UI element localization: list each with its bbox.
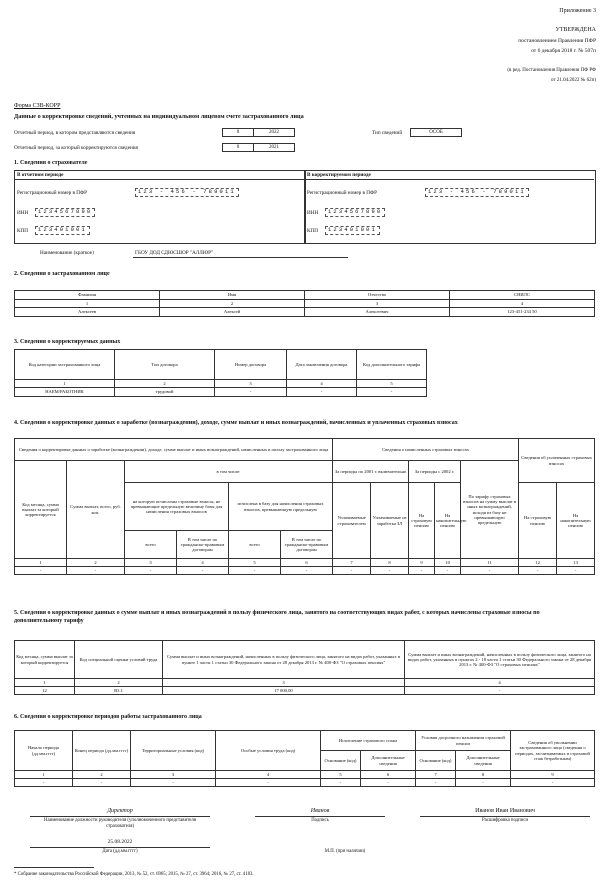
insurer-current-head: В отчетном периоде <box>17 172 64 178</box>
col-num: 4 <box>287 380 357 388</box>
head-ins2: На страховую пенсию <box>409 483 435 559</box>
head-incl: в том числе: <box>125 461 333 483</box>
col-num: 1 <box>15 380 115 388</box>
cell: - <box>333 567 371 575</box>
cell: - <box>15 779 73 787</box>
corrected-data-table <box>14 349 427 397</box>
footnote: * Собрание законодательства Российской Федерации, 2013, № 52, ст. 6965; 2015, № 27, ст. 3964; 2016, № 27, ст. 4183. <box>14 872 254 877</box>
patronymic: Алексеевич <box>305 308 450 317</box>
col-num: 4 <box>216 771 321 779</box>
col-head: Фамилия <box>15 291 160 300</box>
col-num: 1 <box>15 300 160 308</box>
contract-number: - <box>215 388 287 397</box>
head-terr: Территориальные условия (код) <box>131 731 216 771</box>
decree-label: постановлением Правления ПФР <box>518 38 596 44</box>
reg-label-left: Регистрационный номер в ПФР <box>17 190 88 196</box>
col-num: 3 <box>305 300 450 308</box>
col-num: 3 <box>131 771 216 779</box>
insured-person-table <box>14 290 595 317</box>
col-num: 8 <box>371 559 409 567</box>
head-end: Конец периода (дд.мм.гггг) <box>73 731 131 771</box>
cell: - <box>67 567 125 575</box>
col-head: Отчество <box>305 291 450 300</box>
period-year: 2022 <box>254 128 295 137</box>
inn-label-left: ИНН <box>17 210 29 216</box>
kpp-right: 123401001 <box>325 226 380 235</box>
col-num: 2 <box>160 300 305 308</box>
reg-label-right: Регистрационный номер в ПФР <box>307 190 378 196</box>
section-6-title: 6. Сведения о корректировке периодов работы застрахованного лица <box>14 714 202 720</box>
signer-fullname-label: Расшифровка подписи <box>481 818 529 823</box>
col-num: 2 <box>115 380 215 388</box>
inn-left: 1234567890 <box>35 208 95 217</box>
head-gpd: В том числе по гражданско-правовым договорам <box>281 531 333 559</box>
form-title: Данные о корректировке сведений, учтенных на индивидуальном лицевом счете застрахованного лица <box>14 113 304 120</box>
col-num: 12 <box>519 559 557 567</box>
head-gpd: В том числе по гражданско-правовым договорам <box>177 531 229 559</box>
col-num: 8 <box>456 771 511 779</box>
work-periods-table <box>14 730 595 787</box>
corr-period-code: 0 <box>222 143 254 152</box>
col-num: 1 <box>15 771 73 779</box>
col-num: 2 <box>67 559 125 567</box>
insured-category: НАЕМ/РАБОТНИК <box>15 388 115 397</box>
head-ins: Уплачиваемые страхователем <box>333 483 371 559</box>
col-num: 11 <box>461 559 519 567</box>
cell: - <box>321 779 361 787</box>
col-head: Сумма выплат и иных вознаграждений, начисленных в пользу физического лица, занятого на видах работ, указанных в пункте 1 части 1 статьи 30 Федерального закона от 28 декабря 2013 г. № 400-ФЗ "О страховых пенсиях" <box>163 641 405 679</box>
cell: - <box>177 567 229 575</box>
stamp-label: М.П. (при наличии) <box>324 849 366 854</box>
col-num: 13 <box>557 559 595 567</box>
edition-line-1: (в ред. Постановления Правления ПФ РФ <box>507 68 596 73</box>
head-early: Условия досрочного назначения страховой пенсии <box>416 731 511 751</box>
decree-date: от 6 декабря 2018 г. № 507п <box>531 48 596 54</box>
section-2-title: 2. Сведения о застрахованном лице <box>14 271 110 277</box>
cell: - <box>216 779 321 787</box>
head-all: всего <box>125 531 177 559</box>
col-num: 5 <box>321 771 361 779</box>
contract-type: трудовой <box>115 388 215 397</box>
corr-period-label: Отчетный период, за который корректируются сведения <box>14 145 138 151</box>
kpp-label-right: КПП <box>307 228 318 234</box>
head-ins3: На страховую пенсию <box>519 483 557 559</box>
col-num: 6 <box>281 559 333 567</box>
col-num: 1 <box>15 559 67 567</box>
kpp-label-left: КПП <box>17 228 28 234</box>
corr-period-year: 2021 <box>254 143 295 152</box>
col-num: 5 <box>229 559 281 567</box>
col-num: 3 <box>125 559 177 567</box>
earnings-table <box>14 438 595 575</box>
cell: - <box>125 567 177 575</box>
extra-tariff-table <box>14 640 595 695</box>
signature: Иванов <box>310 808 330 814</box>
col-num: 2 <box>73 771 131 779</box>
head-base: Основание (код) <box>416 751 456 771</box>
head-all: всего <box>229 531 281 559</box>
signature-label: Подпись <box>311 818 329 823</box>
head-main: Сведения о корректировке данных о заработке (вознаграждении), доходе, сумме выплат и иных вознаграждений, начисленных в пользу застрахованного лица <box>15 439 333 461</box>
signer-position-label: Наименование должности руководителя (уполномоченного представителя страхователя) <box>44 818 196 829</box>
col-num: 4 <box>450 300 595 308</box>
head-total: Сумма выплат, всего, руб. коп. <box>67 461 125 559</box>
payments-point-1: 17 000,00 <box>163 687 405 695</box>
cell: - <box>281 567 333 575</box>
reg-number-left: 123 - 456 - 789011 <box>135 188 239 197</box>
form-name: Форма СЗВ-КОРР <box>14 103 61 109</box>
col-num: 9 <box>511 771 595 779</box>
col-num: 6 <box>361 771 416 779</box>
kpp-left: 123401001 <box>35 226 90 235</box>
col-num: 7 <box>416 771 456 779</box>
head-spec: Особые условия труда (код) <box>216 731 321 771</box>
insurer-corrected-head: В корректируемом периоде <box>307 172 371 178</box>
first-name: Алексей <box>160 308 305 317</box>
head-over: исчислена в базу для начисления страховых взносов, превышающую предельную <box>229 483 333 531</box>
cell: - <box>409 567 435 575</box>
period-label: Отчетный период, в котором представляются сведения <box>14 130 136 136</box>
col-head: Дата заключения договора <box>287 350 357 380</box>
col-head: Номер договора <box>215 350 287 380</box>
type-label: Тип сведений <box>372 130 403 136</box>
approved-label: УТВЕРЖДЕНА <box>555 27 596 33</box>
head-month: Код месяца, сумма выплат за который корректируется <box>15 461 67 559</box>
snils: 123-451-234 50 <box>450 308 595 317</box>
cell: - <box>361 779 416 787</box>
section-1-title: 1. Сведения о страхователе <box>14 160 88 166</box>
cell: - <box>557 567 595 575</box>
section-5-title: 5. Сведения о корректировке данных о сумме выплат и иных вознаграждений в пользу физического лица, занятого на соответствующих видах работ, с которых начислены страховые взносы по дополнительному тарифу <box>14 610 540 624</box>
head-base: Основание (код) <box>321 751 361 771</box>
head-acc3: На накопительную пенсию <box>557 483 595 559</box>
col-num: 5 <box>357 380 427 388</box>
head-add: Дополнительные сведения <box>361 751 416 771</box>
head-work: Уплачиваемые из заработка ЗЛ <box>371 483 409 559</box>
head-acc2: На накопительную пенсию <box>435 483 461 559</box>
cell: - <box>73 779 131 787</box>
col-head: Код месяца, сумма выплат за который корректируется <box>15 641 75 679</box>
head-start: Начало периода (дд.мм.гггг) <box>15 731 73 771</box>
extra-tariff-code: - <box>357 388 427 397</box>
inn-right: 1234567890 <box>325 208 385 217</box>
col-num: 10 <box>435 559 461 567</box>
col-num: 4 <box>405 679 595 687</box>
head-contrib: Сведения о начисленных страховых взносах <box>333 439 519 461</box>
col-num: 7 <box>333 559 371 567</box>
head-calc: Исчисление страхового стажа <box>321 731 416 751</box>
col-num: 3 <box>163 679 405 687</box>
col-num: 4 <box>177 559 229 567</box>
col-head: Сумма выплат и иных вознаграждений, начисленных в пользу физического лица, занятого на видах работ, указанных в пунктах 2 - 18 части 1 статьи 30 Федерального закона от 28 декабря 2013 г. № 400-ФЗ "О страховых пенсиях" <box>405 641 595 679</box>
cell: - <box>416 779 456 787</box>
cell: - <box>131 779 216 787</box>
cell: - <box>511 779 595 787</box>
type-value: ОСОБ <box>410 128 462 137</box>
payments-point-2-18: - <box>405 687 595 695</box>
head-paid: Сведения об уплаченных страховых взносах <box>519 439 595 483</box>
head-add: Дополнительные сведения <box>456 751 511 771</box>
cell: - <box>461 567 519 575</box>
edition-line-2: от 21.04.2022 № 62п) <box>551 78 596 83</box>
col-head: Код дополнительного тарифа <box>357 350 427 380</box>
cell: - <box>456 779 511 787</box>
signer-position: Директор <box>107 808 133 814</box>
cell: - <box>435 567 461 575</box>
col-num: 1 <box>15 679 75 687</box>
period-code: 0 <box>222 128 254 137</box>
col-num: 2 <box>75 679 163 687</box>
col-head: Код категории застрахованного лица <box>15 350 115 380</box>
head-2001: За периоды по 2001 г. включительно <box>333 461 409 483</box>
col-num: 3 <box>215 380 287 388</box>
head-base: на которую исчислены страховые взносы, не превышающие предельную величину базы для начисления страховых взносов <box>125 483 229 531</box>
inn-label-right: ИНН <box>307 210 319 216</box>
cell: - <box>519 567 557 575</box>
col-num: 9 <box>409 559 435 567</box>
cell: - <box>229 567 281 575</box>
signer-fullname: Иванов Иван Иванович <box>475 808 535 814</box>
last-name: Алексеев <box>15 308 160 317</box>
col-head: Код специальной оценки условий труда <box>75 641 163 679</box>
sign-date: 25.08.2022 <box>107 839 133 845</box>
head-tariff: По тарифу страховых взносов на сумму выплат в иных вознаграждений, исходя из базу не превышающую предельную <box>461 461 519 559</box>
month-code: 12 <box>15 687 75 695</box>
section-4-title: 4. Сведения о корректировке данных о заработке (вознаграждении), доходе, сумме выплат и иных вознаграждений, начисленных и уплаченных страховых взносах <box>14 420 458 426</box>
sign-date-label: Дата (дд.мм.гггг) <box>102 849 138 854</box>
appendix-label: Приложение 3 <box>559 8 596 14</box>
section-3-title: 3. Сведения о корректируемых данных <box>14 339 121 345</box>
col-head: Тип договора <box>115 350 215 380</box>
head-2002: За периоды с 2002 г. <box>409 461 461 483</box>
col-head: СНИЛС <box>450 291 595 300</box>
reg-number-right: 123 - 456 - 789011 <box>425 188 529 197</box>
head-dism: Сведения об увольнении застрахованного лица (сведения о периодах, засчитываемых в страховой стаж безработным) <box>511 731 595 771</box>
cell: - <box>15 567 67 575</box>
short-name-value: ГБОУ ДОД СДЮСШОР "АЛЛЮР" <box>135 250 214 256</box>
short-name-label: Наименование (краткое) <box>40 250 94 256</box>
contract-date: - <box>287 388 357 397</box>
special-assessment-code: В3.1 <box>75 687 163 695</box>
col-head: Имя <box>160 291 305 300</box>
cell: - <box>371 567 409 575</box>
